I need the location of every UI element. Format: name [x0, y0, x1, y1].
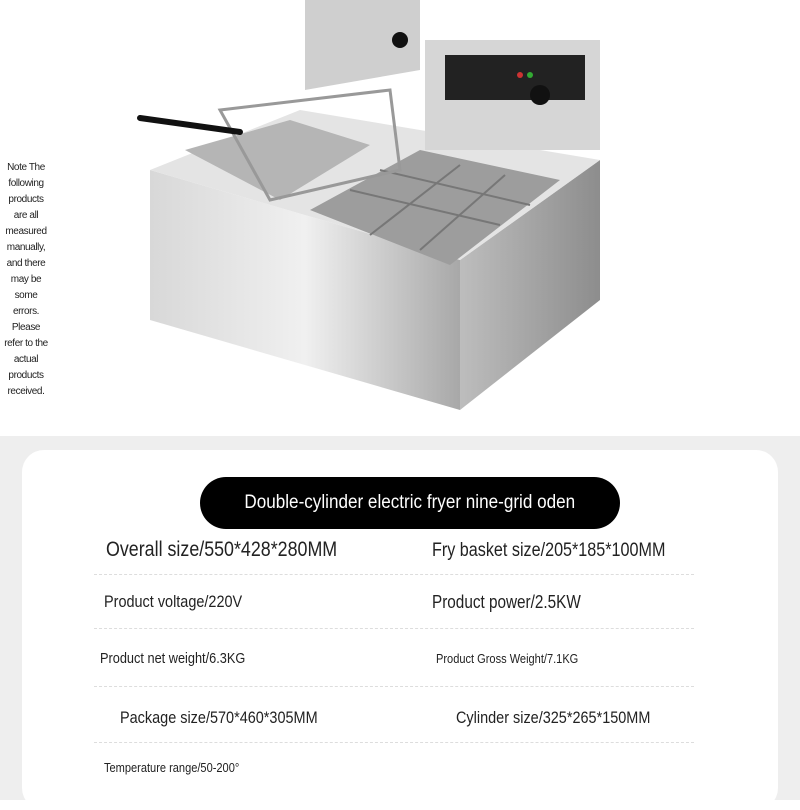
- spec-cylinder-size: Cylinder size/325*265*150MM: [456, 708, 651, 727]
- divider: [94, 628, 694, 629]
- fryer-product-image: [100, 0, 620, 420]
- divider: [94, 742, 694, 743]
- measurement-note: Note The following products are all measured manually, and there may be some errors. Please refer to the actual products received.: [4, 162, 48, 397]
- spec-temperature-range: Temperature range/50-200°: [104, 760, 240, 775]
- spec-overall-size: Overall size/550*428*280MM: [106, 538, 338, 561]
- divider: [94, 686, 694, 687]
- spec-gross-weight: Product Gross Weight/7.1KG: [436, 651, 579, 666]
- specs-section: [0, 436, 800, 800]
- divider: [94, 574, 694, 575]
- specs-card: [22, 450, 778, 810]
- spec-package-size: Package size/570*460*305MM: [120, 708, 318, 727]
- product-title-banner: [200, 477, 620, 529]
- product-title: Double-cylinder electric fryer nine-grid oden: [244, 492, 576, 513]
- spec-power: Product power/2.5KW: [432, 592, 581, 612]
- spec-fry-basket-size: Fry basket size/205*185*100MM: [432, 540, 666, 561]
- spec-net-weight: Product net weight/6.3KG: [100, 650, 246, 667]
- spec-voltage: Product voltage/220V: [104, 592, 243, 611]
